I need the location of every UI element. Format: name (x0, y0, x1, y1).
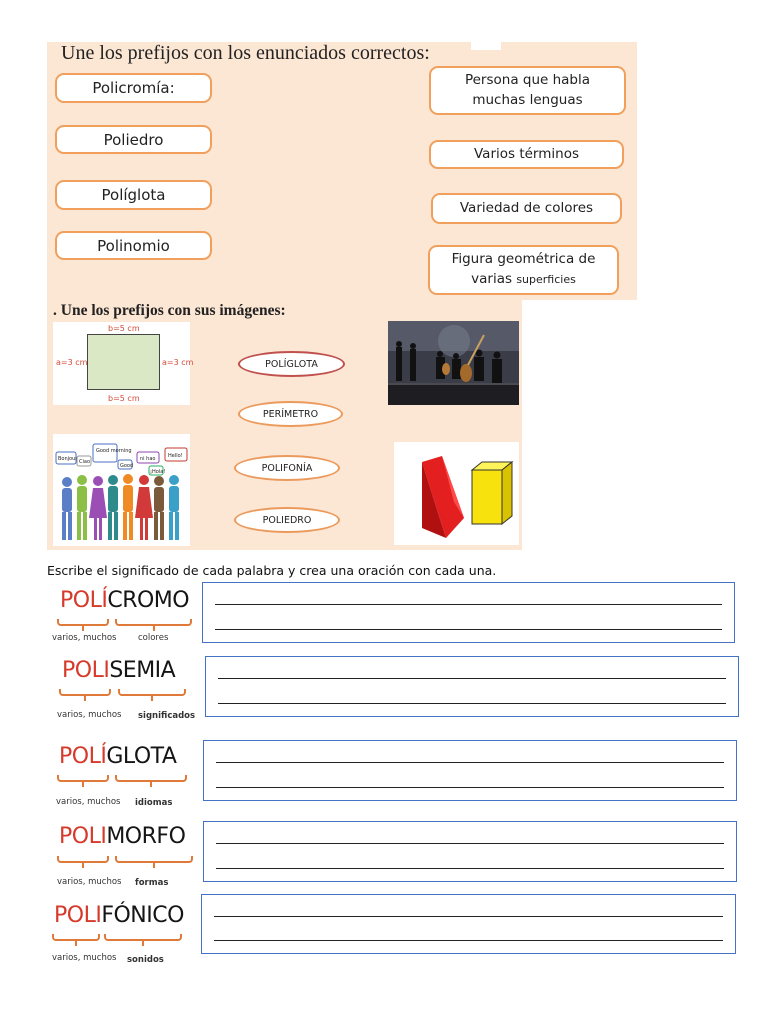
word-prefix: POLÍ (60, 588, 108, 613)
rectangle-shape (87, 334, 160, 390)
bubble-good-morning: Good morning (96, 448, 132, 454)
definition-line: Figura geométrica de (451, 251, 596, 268)
prefix-brace (59, 689, 111, 696)
suffix-brace (115, 856, 193, 863)
definition-card-terminos[interactable] (429, 140, 624, 169)
polyhedra-illustration (394, 442, 519, 545)
definition-card-figura[interactable] (428, 245, 619, 295)
definition-line: Variedad de colores (459, 199, 594, 216)
prefix-brace (57, 775, 109, 782)
rect-right-label: a=3 cm (162, 358, 194, 367)
prefix-meaning: varios, muchos (56, 797, 121, 807)
oval-polifonia[interactable]: POLIFONÍA (234, 455, 340, 481)
answer-line[interactable] (218, 678, 726, 679)
definition-line: Varios términos (473, 145, 579, 162)
title-blank-box (471, 42, 501, 50)
word-suffix: FÓNICO (101, 903, 184, 928)
word-prefix: POLI (62, 658, 110, 683)
answer-box-polisemia[interactable] (205, 656, 739, 717)
exercise-1-title: Une los prefijos con los enunciados correctos: (61, 42, 430, 64)
word-polimorfo (59, 824, 185, 849)
rect-bottom-label: b=5 cm (108, 394, 140, 403)
word-prefix: POLÍ (59, 744, 107, 769)
exercise-2-title: . Une los prefijos con sus imágenes: (53, 302, 286, 319)
people-illustration (53, 434, 190, 546)
suffix-meaning: significados (138, 711, 196, 721)
bubble-hola: ¡Hola! (150, 469, 166, 475)
definition-line (471, 270, 576, 290)
matching-exercise-2 (47, 300, 522, 550)
word-polifonico (54, 903, 184, 928)
prefix-card-polinomio[interactable]: Polinomio (55, 231, 212, 260)
answer-line[interactable] (216, 843, 724, 844)
ensemble-illustration (388, 321, 519, 405)
suffix-meaning: idiomas (135, 798, 173, 808)
rect-left-label: a=3 cm (56, 358, 88, 367)
definition-card-lenguas[interactable] (429, 66, 626, 115)
matching-exercise-1 (47, 42, 637, 300)
prefix-brace (57, 619, 109, 626)
prefix-brace (57, 856, 109, 863)
prefix-card-poliedro[interactable]: Poliedro (55, 125, 212, 154)
rectangle-perimeter-image (53, 322, 194, 405)
answer-line[interactable] (215, 629, 722, 630)
word-prefix: POLI (54, 903, 102, 928)
suffix-brace (115, 619, 192, 626)
word-suffix: CROMO (107, 588, 190, 613)
answer-box-policromo[interactable] (202, 582, 735, 643)
polyhedra-image (394, 442, 519, 545)
suffix-brace (115, 775, 187, 782)
word-suffix: GLOTA (106, 744, 177, 769)
suffix-meaning: colores (138, 633, 169, 643)
word-poliglota (59, 744, 176, 769)
answer-line[interactable] (216, 868, 724, 869)
answer-box-poliglota[interactable] (203, 740, 737, 801)
answer-line[interactable] (218, 703, 726, 704)
musicians-photo (388, 321, 519, 405)
prefix-card-poliglota[interactable]: Políglota (55, 180, 212, 210)
answer-box-polimorfo[interactable] (203, 821, 737, 882)
answer-line[interactable] (216, 787, 724, 788)
rect-top-label: b=5 cm (108, 324, 140, 333)
oval-perimetro[interactable]: PERÍMETRO (238, 401, 343, 427)
definition-line: muchas lenguas (472, 91, 583, 108)
prefix-meaning: varios, muchos (57, 877, 122, 887)
writing-instruction: Escribe el significado de cada palabra y crea una oración con cada una. (47, 563, 497, 578)
definition-word: varias (471, 271, 513, 287)
suffix-brace (118, 689, 186, 696)
oval-poliedro[interactable]: POLIEDRO (234, 507, 340, 533)
suffix-meaning: sonidos (127, 955, 164, 965)
prefix-meaning: varios, muchos (52, 953, 117, 963)
answer-box-polifonico[interactable] (201, 894, 736, 954)
bubble-bonjour: Bonjour (58, 456, 78, 462)
prefix-card-policromia[interactable]: Policromía: (55, 73, 212, 103)
bubble-hello: Hello! (168, 453, 183, 459)
prefix-meaning: varios, muchos (57, 710, 122, 720)
multilingual-people-image (53, 434, 190, 546)
answer-line[interactable] (214, 916, 723, 917)
prefix-meaning: varios, muchos (52, 633, 117, 643)
definition-line: Persona que habla (464, 71, 591, 88)
suffix-meaning: formas (135, 878, 169, 888)
answer-line[interactable] (214, 940, 723, 941)
answer-line[interactable] (215, 604, 722, 605)
definition-small-word: superficies (516, 273, 576, 286)
bubble-good: Good (120, 463, 134, 469)
bubble-ciao: Ciao (79, 459, 91, 465)
answer-line[interactable] (216, 762, 724, 763)
oval-poliglota[interactable]: POLÍGLOTA (238, 351, 345, 377)
word-suffix: MORFO (106, 824, 186, 849)
word-suffix: SEMIA (109, 658, 176, 683)
bubble-ni-hao: ni hao (140, 456, 156, 462)
word-policromo (60, 588, 189, 613)
prefix-brace (52, 934, 100, 941)
definition-card-colores[interactable] (431, 193, 622, 224)
word-prefix: POLI (59, 824, 107, 849)
word-polisemia (62, 658, 175, 683)
suffix-brace (104, 934, 182, 941)
